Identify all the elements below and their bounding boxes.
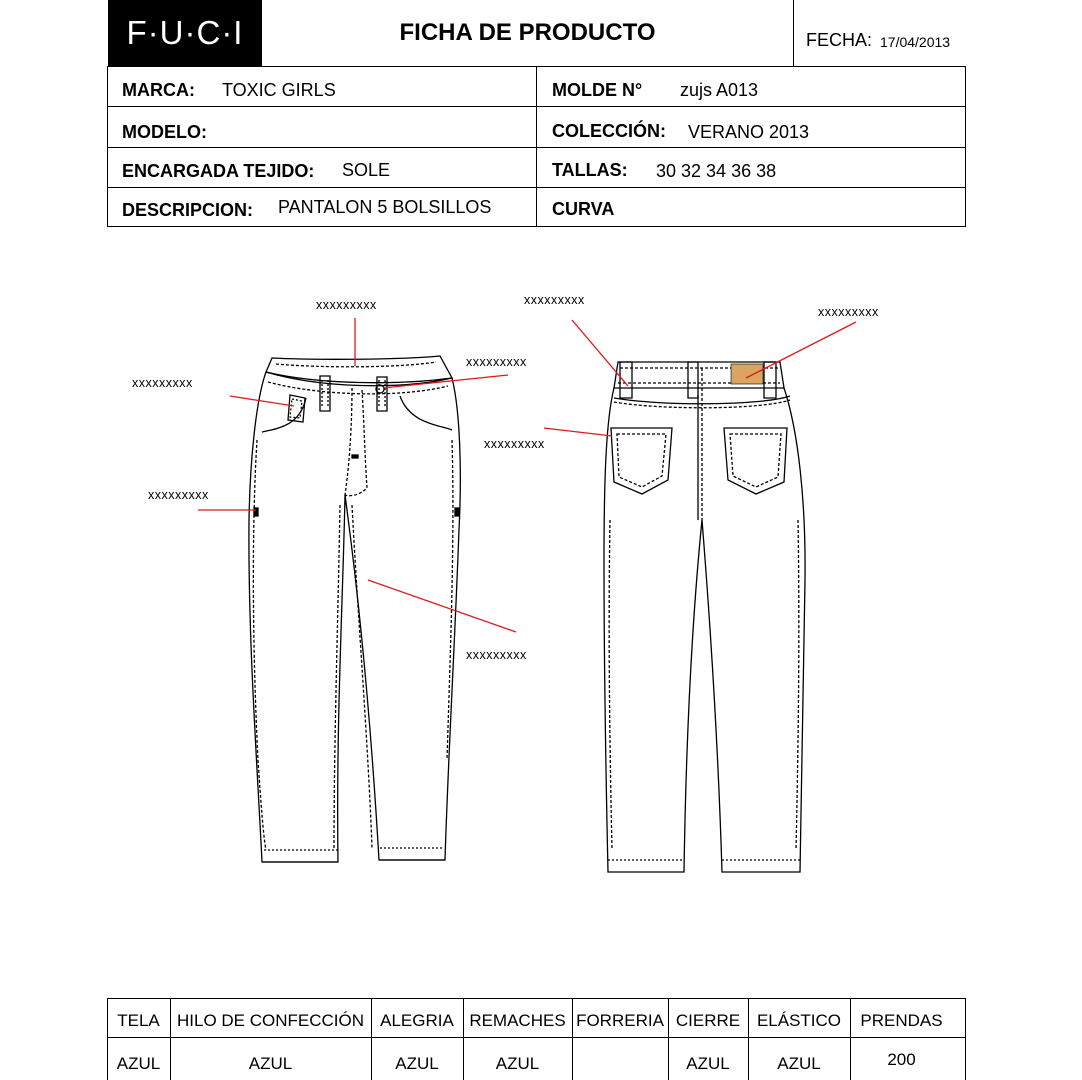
- encargada-label: ENCARGADA TEJIDO:: [122, 161, 315, 181]
- page-title: FICHA DE PRODUCTO: [399, 19, 656, 46]
- col-header-cierre: CIERRE: [675, 1011, 741, 1030]
- col-header-prendas: PRENDAS: [860, 1011, 943, 1030]
- molde-label: MOLDE N°: [552, 80, 643, 100]
- cell-prendas: 200: [887, 1050, 916, 1069]
- cell-cierre: AZUL: [686, 1054, 730, 1073]
- leather-patch: [731, 364, 763, 384]
- callout-label-front-waistband: xxxxxxxxx: [316, 298, 377, 312]
- cell-tela: AZUL: [116, 1054, 161, 1073]
- descripcion-value: PANTALON 5 BOLSILLOS: [278, 197, 492, 217]
- modelo-label: MODELO:: [122, 122, 207, 142]
- col-header-forreria: FORRERIA: [576, 1011, 664, 1030]
- marca-value: TOXIC GIRLS: [222, 80, 336, 100]
- callout-label-inseam: xxxxxxxxx: [466, 648, 527, 662]
- callout-label-coin-pocket: xxxxxxxxx: [132, 376, 193, 390]
- callout-label-belt-loop: xxxxxxxxx: [524, 293, 585, 307]
- date-label: FECHA:: [806, 30, 873, 50]
- descripcion-label: DESCRIPCION:: [122, 200, 254, 220]
- molde-value: zujs A013: [680, 80, 759, 100]
- front-jeans-drawing: [249, 356, 460, 862]
- callout-label-side-rivet: xxxxxxxxx: [148, 488, 209, 502]
- marca-label: MARCA:: [122, 80, 195, 100]
- tallas-label: TALLAS:: [552, 160, 628, 180]
- cell-alegria: AZUL: [395, 1054, 439, 1073]
- brand-logo: F·U·C·I: [108, 0, 262, 66]
- curva-label: CURVA: [552, 199, 615, 219]
- col-header-elastico: ELÁSTICO: [756, 1011, 842, 1030]
- tallas-value: 30 32 34 36 38: [656, 161, 777, 181]
- back-jeans-drawing: [604, 362, 805, 872]
- date-value: 17/04/2013: [880, 34, 951, 50]
- cell-elastico: AZUL: [777, 1054, 821, 1073]
- cell-hilo: AZUL: [248, 1054, 293, 1073]
- coleccion-value: VERANO 2013: [688, 122, 810, 142]
- callout-label-button: xxxxxxxxx: [466, 355, 527, 369]
- coleccion-label: COLECCIÓN:: [552, 121, 666, 141]
- callout-label-back-pocket: xxxxxxxxx: [484, 437, 545, 451]
- col-header-tela: TELA: [117, 1011, 160, 1030]
- col-header-hilo: HILO DE CONFECCIÓN: [176, 1011, 365, 1030]
- encargada-value: SOLE: [342, 160, 391, 180]
- cell-remaches: AZUL: [495, 1054, 540, 1073]
- callout-label-patch: xxxxxxxxx: [818, 305, 879, 319]
- col-header-remaches: REMACHES: [469, 1011, 566, 1030]
- col-header-alegria: ALEGRIA: [380, 1011, 454, 1030]
